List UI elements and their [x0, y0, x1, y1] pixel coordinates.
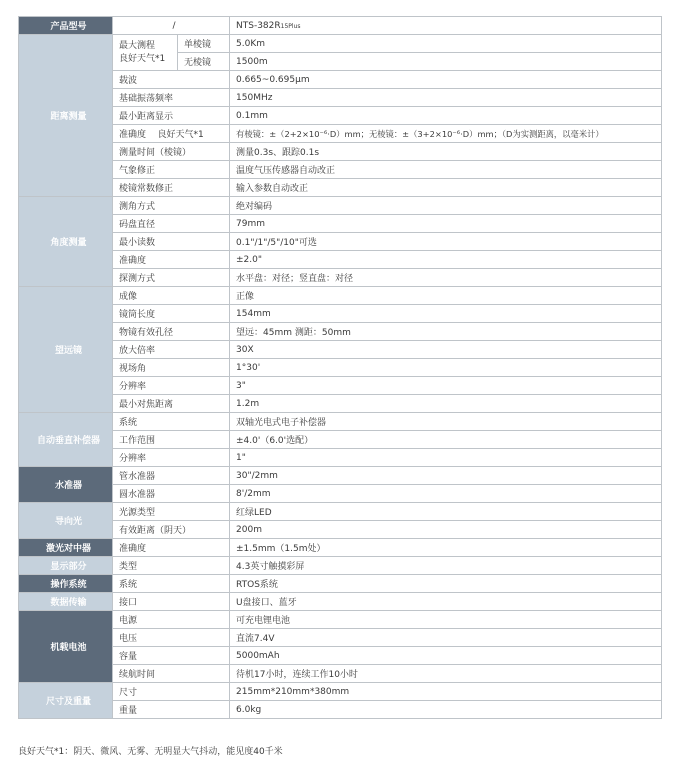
spec-value: 5000mAh — [230, 647, 662, 665]
table-row — [19, 683, 662, 701]
spec-label: 物镜有效孔径 — [113, 323, 230, 341]
table-row — [19, 611, 662, 629]
spec-value: 30X — [230, 341, 662, 359]
spec-label: 探测方式 — [113, 269, 230, 287]
no-prism-label: 无棱镜 — [178, 53, 230, 71]
spec-value: 3" — [230, 377, 662, 395]
footnote: 良好天气*1：阴天、微风、无雾、无明显大气抖动，能见度40千米 — [18, 747, 283, 757]
spec-value: 红绿LED — [230, 503, 662, 521]
spec-label: 续航时间 — [113, 665, 230, 683]
table-row — [19, 377, 662, 395]
table-row — [19, 305, 662, 323]
spec-value: 测量0.3s、跟踪0.1s — [230, 143, 662, 161]
spec-label: 容量 — [113, 647, 230, 665]
spec-label: 测角方式 — [113, 197, 230, 215]
spec-label: 光源类型 — [113, 503, 230, 521]
spec-label: / — [113, 17, 230, 35]
table-row — [19, 143, 662, 161]
category-compensator: 自动垂直补偿器 — [19, 413, 113, 467]
spec-label — [113, 35, 178, 71]
table-row — [19, 215, 662, 233]
category-os: 操作系统 — [19, 575, 113, 593]
spec-value: 6.0kg — [230, 701, 662, 719]
spec-label: 视场角 — [113, 359, 230, 377]
spec-table — [18, 16, 662, 719]
model-suffix: 15Plus — [280, 22, 301, 30]
table-row — [19, 251, 662, 269]
table-row — [19, 395, 662, 413]
table-row — [19, 503, 662, 521]
spec-label: 最小读数 — [113, 233, 230, 251]
table-row — [19, 449, 662, 467]
table-row — [19, 341, 662, 359]
spec-value: 待机17小时，连续工作10小时 — [230, 665, 662, 683]
category-laser-plummet: 激光对中器 — [19, 539, 113, 557]
spec-value: 绝对编码 — [230, 197, 662, 215]
table-row — [19, 35, 662, 53]
spec-value: 直流7.4V — [230, 629, 662, 647]
spec-label: 接口 — [113, 593, 230, 611]
spec-value: 30"/2mm — [230, 467, 662, 485]
spec-label: 基础振荡频率 — [113, 89, 230, 107]
table-row — [19, 179, 662, 197]
table-row — [19, 359, 662, 377]
spec-label: 工作范围 — [113, 431, 230, 449]
spec-value: 0.1"/1"/5"/10"可选 — [230, 233, 662, 251]
table-row — [19, 521, 662, 539]
table-row — [19, 431, 662, 449]
spec-label: 最小对焦距离 — [113, 395, 230, 413]
spec-value: 0.1mm — [230, 107, 662, 125]
spec-value: 温度气压传感器自动改正 — [230, 161, 662, 179]
category-level: 水准器 — [19, 467, 113, 503]
category-battery: 机载电池 — [19, 611, 113, 683]
spec-label: 分辨率 — [113, 377, 230, 395]
spec-label: 最小距离显示 — [113, 107, 230, 125]
model-main: NTS-382R — [236, 20, 281, 31]
spec-value: ±1.5mm（1.5m处） — [230, 539, 662, 557]
spec-value: 200m — [230, 521, 662, 539]
category-guide-light: 导向光 — [19, 503, 113, 539]
spec-label: 载波 — [113, 71, 230, 89]
spec-value: 1.2m — [230, 395, 662, 413]
table-row — [19, 269, 662, 287]
table-row — [19, 629, 662, 647]
model-number — [230, 17, 662, 35]
category-size-weight: 尺寸及重量 — [19, 683, 113, 719]
spec-label: 成像 — [113, 287, 230, 305]
spec-value: 输入参数自动改正 — [230, 179, 662, 197]
spec-value: ±4.0'（6.0'选配） — [230, 431, 662, 449]
single-prism-label: 单棱镜 — [178, 35, 230, 53]
spec-label: 棱镜常数修正 — [113, 179, 230, 197]
table-row — [19, 557, 662, 575]
spec-label: 有效距离（阴天） — [113, 521, 230, 539]
spec-label: 准确度 — [113, 539, 230, 557]
spec-label: 镜筒长度 — [113, 305, 230, 323]
spec-label: 准确度 — [113, 251, 230, 269]
spec-label: 尺寸 — [113, 683, 230, 701]
spec-value: 4.3英寸触摸彩屏 — [230, 557, 662, 575]
category-distance: 距离测量 — [19, 35, 113, 197]
spec-value: U盘接口、蓝牙 — [230, 593, 662, 611]
table-row — [19, 197, 662, 215]
spec-label: 测量时间（棱镜） — [113, 143, 230, 161]
category-cell: 产品型号 — [19, 17, 113, 35]
table-row — [19, 701, 662, 719]
table-row — [19, 485, 662, 503]
max-range-label: 最大测程 — [119, 40, 156, 51]
spec-label: 系统 — [113, 413, 230, 431]
spec-value: 有棱镜：±（2+2×10⁻⁶·D）mm；无棱镜：±（3+2×10⁻⁶·D）mm；（D为实测距离，以毫米计） — [230, 125, 662, 143]
table-row — [19, 647, 662, 665]
table-row — [19, 413, 662, 431]
spec-label: 电压 — [113, 629, 230, 647]
spec-label: 电源 — [113, 611, 230, 629]
spec-label: 类型 — [113, 557, 230, 575]
table-row — [19, 665, 662, 683]
table-row — [19, 539, 662, 557]
table-row — [19, 125, 662, 143]
spec-label: 系统 — [113, 575, 230, 593]
spec-value: 可充电锂电池 — [230, 611, 662, 629]
good-weather-label: 良好天气*1 — [119, 53, 166, 64]
table-row — [19, 287, 662, 305]
category-telescope: 望远镜 — [19, 287, 113, 413]
spec-label: 码盘直径 — [113, 215, 230, 233]
table-row — [19, 17, 662, 35]
table-row — [19, 71, 662, 89]
spec-value: 0.665~0.695μm — [230, 71, 662, 89]
spec-value: 154mm — [230, 305, 662, 323]
table-row — [19, 575, 662, 593]
table-row — [19, 593, 662, 611]
spec-value: 1" — [230, 449, 662, 467]
spec-value: 正像 — [230, 287, 662, 305]
spec-label: 管水准器 — [113, 467, 230, 485]
category-data-transfer: 数据传输 — [19, 593, 113, 611]
spec-value: 5.0Km — [230, 35, 662, 53]
spec-value: RTOS系统 — [230, 575, 662, 593]
spec-value: 双轴光电式电子补偿器 — [230, 413, 662, 431]
spec-label: 分辨率 — [113, 449, 230, 467]
category-display: 显示部分 — [19, 557, 113, 575]
spec-value: 8'/2mm — [230, 485, 662, 503]
spec-value: 150MHz — [230, 89, 662, 107]
spec-value: 水平盘：对径；竖直盘：对径 — [230, 269, 662, 287]
spec-label: 气象修正 — [113, 161, 230, 179]
spec-value: 1500m — [230, 53, 662, 71]
spec-value: 79mm — [230, 215, 662, 233]
spec-label: 重量 — [113, 701, 230, 719]
spec-value: ±2.0" — [230, 251, 662, 269]
spec-label: 圆水准器 — [113, 485, 230, 503]
table-row — [19, 161, 662, 179]
table-row — [19, 467, 662, 485]
spec-value: 1°30' — [230, 359, 662, 377]
spec-label: 放大倍率 — [113, 341, 230, 359]
spec-value: 望远：45mm 测距：50mm — [230, 323, 662, 341]
spec-label: 准确度 良好天气*1 — [113, 125, 230, 143]
category-angle: 角度测量 — [19, 197, 113, 287]
spec-value: 215mm*210mm*380mm — [230, 683, 662, 701]
table-row — [19, 323, 662, 341]
table-row — [19, 89, 662, 107]
table-row — [19, 107, 662, 125]
table-row — [19, 233, 662, 251]
